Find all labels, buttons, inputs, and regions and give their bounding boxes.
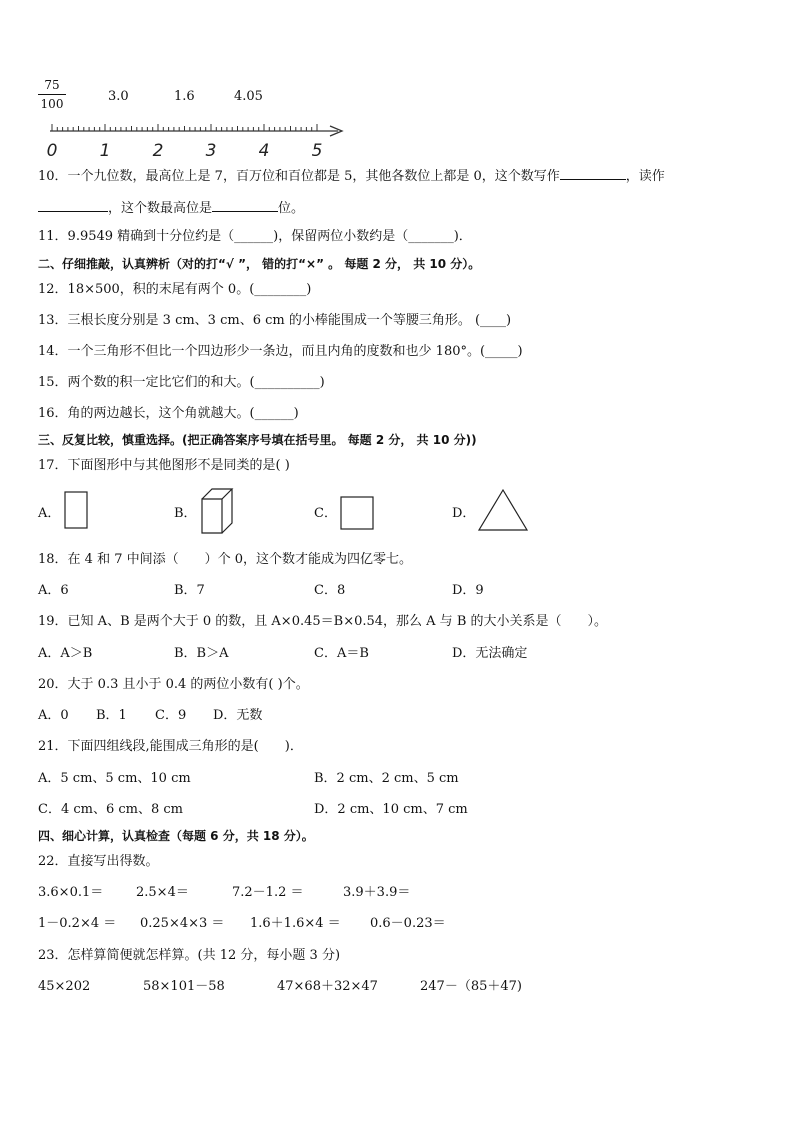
numline-value-1: 3.0 bbox=[108, 89, 129, 104]
calc-item: 1.6＋1.6×4 ＝ bbox=[250, 916, 341, 931]
fraction-numerator: 75 bbox=[44, 78, 60, 92]
q19-option-d[interactable]: D．无法确定 bbox=[452, 646, 528, 661]
q17-option-b-label[interactable]: B． bbox=[174, 506, 197, 521]
q10-text-4: 位。 bbox=[278, 201, 305, 216]
cuboid-shape bbox=[200, 487, 234, 535]
q19-option-b[interactable]: B．B＞A bbox=[174, 646, 229, 661]
simplify-item: 45×202 bbox=[38, 979, 91, 994]
q17-option-a-label[interactable]: A． bbox=[38, 506, 61, 521]
tall-rectangle-shape bbox=[63, 490, 89, 530]
question-21-stem: 21．下面四组线段,能围成三角形的是( )． bbox=[38, 739, 303, 754]
number-line bbox=[44, 120, 354, 160]
calc-item: 0.25×4×3 ＝ bbox=[140, 916, 225, 931]
q20-option-b[interactable]: B．1 bbox=[96, 708, 127, 723]
answer-blank[interactable] bbox=[212, 199, 278, 212]
q10-text-2: ，读作 bbox=[625, 169, 665, 184]
triangle-shape bbox=[477, 488, 529, 532]
tick-label-4: 4 bbox=[258, 141, 270, 161]
q20-option-d[interactable]: D．无数 bbox=[213, 708, 263, 723]
question-17-stem: 17．下面图形中与其他图形不是同类的是( ) bbox=[38, 458, 290, 473]
question-15: 15．两个数的积一定比它们的和大。(__________) bbox=[38, 375, 325, 390]
calc-item: 3.6×0.1＝ bbox=[38, 885, 104, 900]
question-23-stem: 23．怎样算简便就怎样算。(共 12 分，每小题 3 分) bbox=[38, 948, 341, 963]
q21-option-c[interactable]: C．4 cm、6 cm、8 cm bbox=[38, 802, 183, 817]
q10-text-3: ，这个数最高位是 bbox=[108, 201, 213, 216]
calc-item: 7.2－1.2 ＝ bbox=[232, 885, 304, 900]
q18-option-c[interactable]: C．8 bbox=[314, 583, 346, 598]
tick-label-0: 0 bbox=[46, 141, 58, 161]
fraction-bar bbox=[38, 94, 66, 95]
answer-blank[interactable] bbox=[38, 199, 108, 212]
simplify-item: 58×101－58 bbox=[143, 979, 225, 994]
question-10-line1 bbox=[38, 167, 665, 185]
square-shape bbox=[339, 495, 375, 531]
q21-option-d[interactable]: D．2 cm、10 cm、7 cm bbox=[314, 802, 468, 817]
section-2-heading: 二、仔细推敲，认真辨析（对的打“√ ”， 错的打“×” 。 每题 2 分， 共 10 分）。 bbox=[38, 257, 481, 271]
question-14: 14．一个三角形不但比一个四边形少一条边，而且内角的度数和也少 180°。(_____) bbox=[38, 344, 523, 359]
tick-label-3: 3 bbox=[205, 141, 217, 161]
q19-option-a[interactable]: A．A＞B bbox=[38, 646, 93, 661]
answer-blank[interactable] bbox=[560, 167, 626, 180]
fraction-denominator: 100 bbox=[40, 97, 64, 111]
q18-option-d[interactable]: D．9 bbox=[452, 583, 484, 598]
q10-text: 10．一个九位数，最高位上是 7，百万位和百位都是 5，其他各数位上都是 0，这个数写作 bbox=[38, 169, 560, 184]
question-11: 11．9.9549 精确到十分位约是（______)，保留两位小数约是（_______)． bbox=[38, 229, 472, 244]
q21-option-b[interactable]: B．2 cm、2 cm、5 cm bbox=[314, 771, 459, 786]
question-10-line2 bbox=[38, 199, 304, 217]
q17-option-c-label[interactable]: C． bbox=[314, 506, 337, 521]
calc-item: 2.5×4＝ bbox=[136, 885, 189, 900]
tick-label-5: 5 bbox=[311, 141, 323, 161]
q19-option-c[interactable]: C．A＝B bbox=[314, 646, 369, 661]
q18-option-a[interactable]: A．6 bbox=[38, 583, 69, 598]
q20-option-a[interactable]: A．0 bbox=[38, 708, 69, 723]
calc-item: 0.6－0.23＝ bbox=[370, 916, 446, 931]
fraction-75-100 bbox=[38, 78, 66, 111]
numline-value-3: 4.05 bbox=[234, 89, 263, 104]
question-19-stem: 19．已知 A、B 是两个大于 0 的数，且 A×0.45＝B×0.54，那么 A 与 B 的大小关系是（ ）。 bbox=[38, 614, 608, 629]
q18-option-b[interactable]: B．7 bbox=[174, 583, 205, 598]
question-13: 13．三根长度分别是 3 cm、3 cm、6 cm 的小棒能围成一个等腰三角形。 (____) bbox=[38, 313, 512, 328]
question-22-stem: 22．直接写出得数。 bbox=[38, 854, 159, 869]
calc-item: 3.9＋3.9＝ bbox=[343, 885, 411, 900]
simplify-item: 47×68＋32×47 bbox=[277, 979, 378, 994]
q21-option-a[interactable]: A．5 cm、5 cm、10 cm bbox=[38, 771, 191, 786]
tick-label-2: 2 bbox=[152, 141, 164, 161]
tick-label-1: 1 bbox=[99, 141, 111, 161]
calc-item: 1－0.2×4 ＝ bbox=[38, 916, 117, 931]
question-12: 12．18×500，积的末尾有两个 0。(________) bbox=[38, 282, 312, 297]
numline-value-2: 1.6 bbox=[174, 89, 195, 104]
question-16: 16．角的两边越长，这个角就越大。(______) bbox=[38, 406, 299, 421]
section-3-heading: 三、反复比较，慎重选择。(把正确答案序号填在括号里。 每题 2 分， 共 10 分)) bbox=[38, 433, 477, 447]
section-4-heading: 四、细心计算，认真检查（每题 6 分，共 18 分）。 bbox=[38, 829, 314, 843]
question-20-stem: 20．大于 0.3 且小于 0.4 的两位小数有( )个。 bbox=[38, 677, 309, 692]
q17-option-d-label[interactable]: D． bbox=[452, 506, 476, 521]
question-18-stem: 18．在 4 和 7 中间添（ ）个 0，这个数才能成为四亿零七。 bbox=[38, 552, 413, 567]
q20-option-c[interactable]: C．9 bbox=[155, 708, 187, 723]
simplify-item: 247－（85＋47) bbox=[420, 979, 522, 994]
